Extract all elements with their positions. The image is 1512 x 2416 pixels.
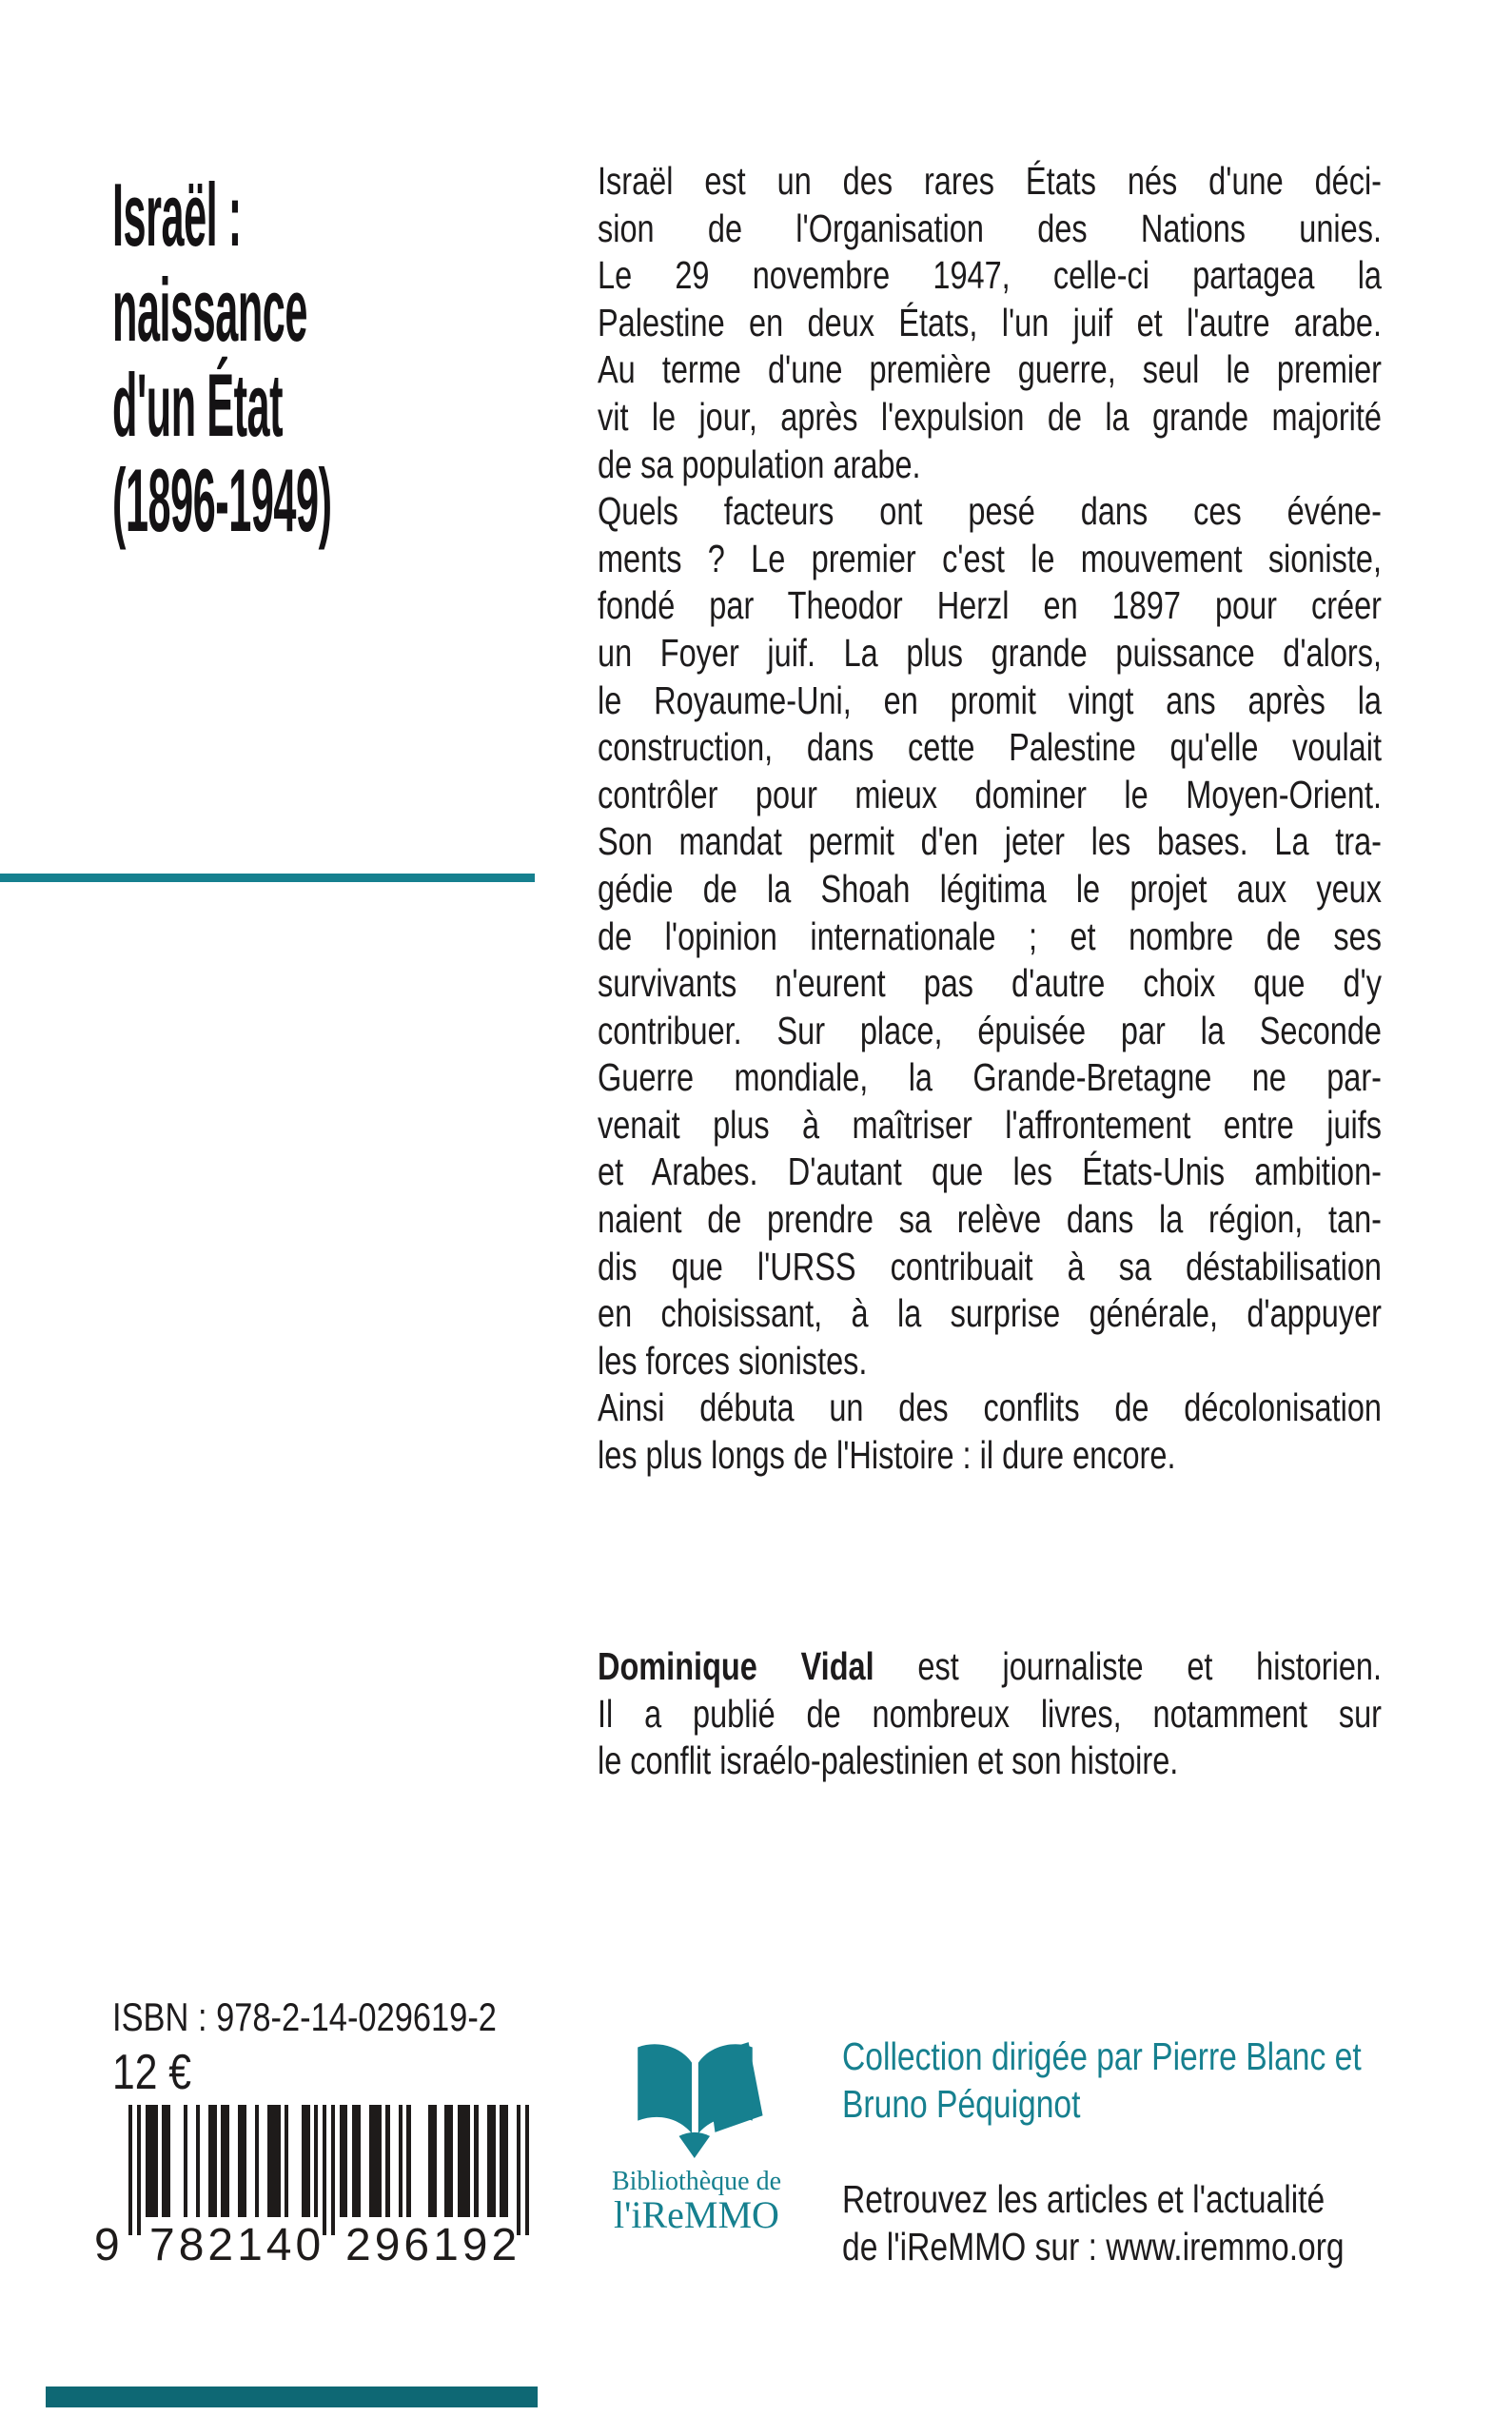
synopsis-line: vit le jour, après l'expulsion de la grande majorité: [598, 394, 1382, 439]
barcode-bar: [517, 2105, 520, 2235]
book-title: [112, 167, 589, 548]
barcode-bar: [238, 2105, 246, 2217]
barcode-bar: [406, 2105, 410, 2217]
title-divider-rule: [0, 874, 535, 882]
publisher-name-line2: l'iReMMO: [614, 2193, 779, 2236]
open-book-logo-icon: [588, 2038, 805, 2162]
book-title-line: d'un État: [112, 355, 284, 455]
synopsis-line: contrôler pour mieux dominer le Moyen-Orient.: [598, 772, 1382, 816]
synopsis-line: Israël est un des rares États nés d'une déci-: [598, 159, 1382, 203]
barcode-bar: [352, 2105, 361, 2217]
barcode-bar: [208, 2105, 217, 2217]
publisher-logo: [588, 2038, 805, 2234]
barcode-bar: [302, 2105, 310, 2217]
barcode-bar: [267, 2105, 280, 2217]
book-title-line: (1896-1949): [112, 450, 332, 550]
barcode-bar: [399, 2105, 403, 2217]
synopsis-line: ments ? Le premier c'est le mouvement sioniste,: [598, 536, 1382, 580]
bio-line: Il a publié de nombreux livres, notamment sur: [598, 1691, 1382, 1736]
synopsis-line: Guerre mondiale, la Grande-Bretagne ne par-: [598, 1055, 1382, 1100]
barcode-bar: [474, 2105, 478, 2217]
synopsis-line: un Foyer juif. La plus grande puissance d'alors,: [598, 630, 1382, 675]
synopsis-line: Le 29 novembre 1947, celle-ci partagea la: [598, 253, 1382, 298]
barcode-bar: [487, 2105, 496, 2217]
book-title-line: Israël :: [112, 165, 242, 265]
barcode-bar: [385, 2105, 389, 2217]
barcode-bar: [444, 2105, 453, 2217]
synopsis-line: survivants n'eurent pas d'autre choix que d'y: [598, 961, 1382, 1006]
bio-line: le conflit israélo-palestinien et son histoire.: [598, 1738, 1179, 1783]
collection-line: Bruno Péquignot: [842, 2082, 1081, 2126]
synopsis-line: contribuer. Sur place, épuisée par la Seconde: [598, 1008, 1382, 1052]
bio-line: [598, 1643, 1382, 1691]
barcode-bar: [331, 2105, 335, 2235]
barcode-bar: [184, 2105, 187, 2217]
synopsis-line: fondé par Theodor Herzl en 1897 pour créer: [598, 583, 1382, 628]
price-label: 12 €: [112, 2045, 191, 2100]
synopsis-line: de l'opinion internationale ; et nombre de ses: [598, 913, 1382, 958]
barcode-bar: [285, 2105, 288, 2217]
synopsis-line: Quels facteurs ont pesé dans ces événe-: [598, 489, 1382, 534]
barcode-bar: [255, 2105, 259, 2217]
synopsis-line: de sa population arabe.: [598, 442, 921, 486]
synopsis-line: les forces sionistes.: [598, 1338, 868, 1383]
synopsis-text: [598, 158, 1382, 1480]
synopsis-line: et Arabes. D'autant que les États-Unis ambition-: [598, 1149, 1382, 1194]
website-line: de l'iReMMO sur : www.iremmo.org: [842, 2225, 1345, 2269]
synopsis-line: Ainsi débuta un des conflits de décolonisation: [598, 1385, 1382, 1430]
barcode-bar: [340, 2105, 348, 2217]
barcode-bar: [525, 2105, 529, 2235]
barcode-digit-group: 782140: [149, 2220, 325, 2270]
synopsis-line: Au terme d'une première guerre, seul le premier: [598, 347, 1382, 392]
barcode-bar: [323, 2105, 326, 2235]
bottom-accent-band: [46, 2387, 538, 2407]
synopsis-line: Palestine en deux États, l'un juif et l'autre arabe.: [598, 300, 1382, 344]
barcode-digit-group: 9: [94, 2220, 120, 2270]
barcode-bar: [314, 2105, 318, 2217]
synopsis-line: Son mandat permit d'en jeter les bases. La tra-: [598, 819, 1382, 864]
synopsis-line: construction, dans cette Palestine qu'elle voulait: [598, 725, 1382, 770]
website-line: Retrouvez les articles et l'actualité: [842, 2177, 1325, 2221]
book-title-line: naissance: [112, 260, 307, 360]
barcode-bar: [128, 2105, 132, 2235]
barcode-bar: [137, 2105, 141, 2235]
author-name: Dominique Vidal: [598, 1644, 874, 1688]
barcode-bar: [196, 2105, 200, 2217]
synopsis-line: gédie de la Shoah légitima le projet aux yeux: [598, 866, 1382, 911]
synopsis-line: le Royaume-Uni, en promit vingt ans après la: [598, 678, 1382, 722]
ean13-barcode: [94, 2105, 529, 2281]
collection-line: Collection dirigée par Pierre Blanc et: [842, 2034, 1362, 2078]
synopsis-line: les plus longs de l'Histoire : il dure encore.: [598, 1433, 1176, 1478]
barcode-bar: [146, 2105, 158, 2217]
synopsis-line: naient de prendre sa relève dans la région, tan-: [598, 1197, 1382, 1242]
synopsis-line: en choisissant, à la surprise générale, d'appuyer: [598, 1291, 1382, 1336]
synopsis-line: venait plus à maîtriser l'affrontement entre juifs: [598, 1102, 1382, 1147]
barcode-bar: [221, 2105, 229, 2217]
isbn-label: ISBN : 978-2-14-029619-2: [112, 1994, 497, 2039]
barcode-bar: [458, 2105, 470, 2217]
publisher-name-line1: Bibliothèque de: [611, 2167, 782, 2196]
barcode-bar: [428, 2105, 437, 2217]
barcode-digit-group: 296192: [345, 2220, 521, 2270]
website-note: [842, 2175, 1454, 2270]
bio-line1-rest: est journaliste et historien.: [874, 1644, 1382, 1688]
barcode-bar: [162, 2105, 170, 2217]
synopsis-line: sion de l'Organisation des Nations unies.: [598, 206, 1382, 250]
author-bio: [598, 1643, 1382, 1785]
barcode-bar: [500, 2105, 508, 2217]
collection-credit: [842, 2033, 1475, 2128]
barcode-bar: [369, 2105, 382, 2217]
synopsis-line: dis que l'URSS contribuait à sa déstabilisation: [598, 1244, 1382, 1288]
